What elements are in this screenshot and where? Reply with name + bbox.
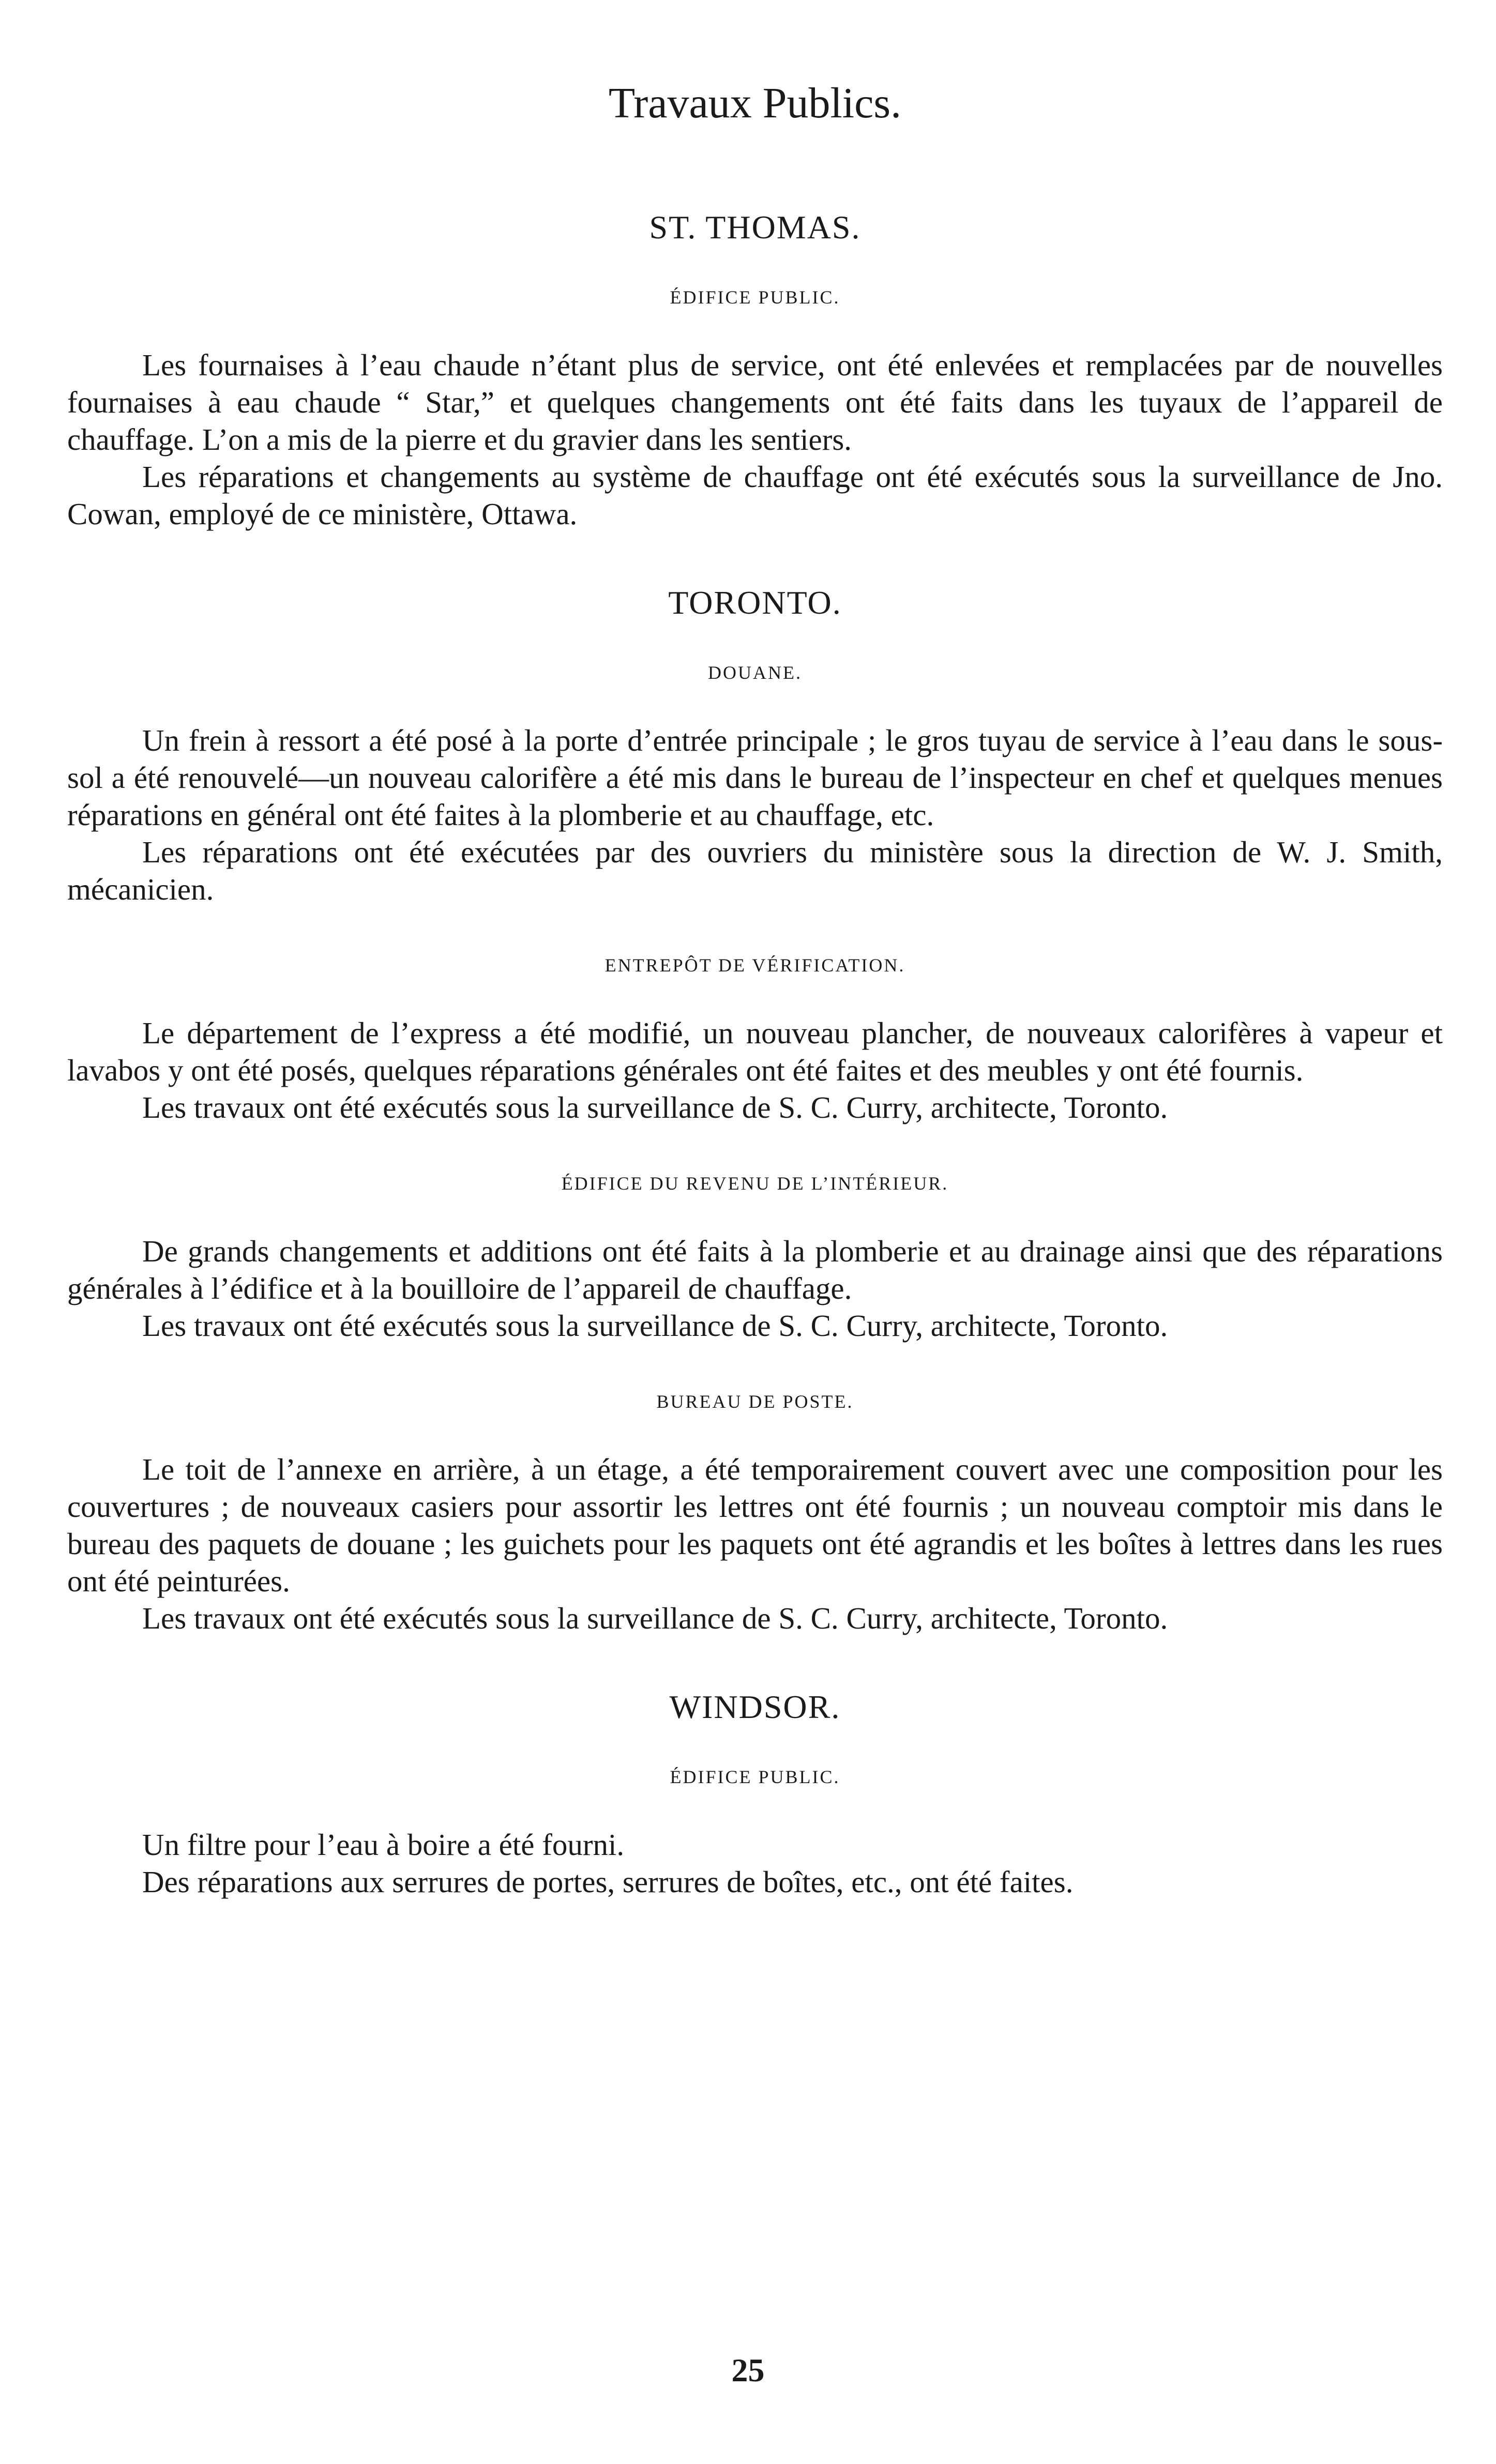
subsection-spacer <box>67 1344 1443 1389</box>
subsection-heading: ENTREPÔT DE VÉRIFICATION. <box>605 955 905 976</box>
section-toronto <box>67 582 1443 1637</box>
paragraph: De grands changements et additions ont été faits à la plomberie et au drainage ainsi que des réparations générales à l’édifice et à la bouilloire de l’appareil de chauffage. <box>67 1234 1443 1305</box>
paragraph: Les réparations et changements au système de chauffage ont été exécutés sous la surveillance de Jno. Cowan, employé de ce ministère, Ottawa. <box>67 460 1443 531</box>
section-heading: TORONTO. <box>668 584 842 621</box>
paragraph: Un filtre pour l’eau à boire a été fourni. <box>142 1828 625 1862</box>
text-column <box>67 78 1443 1900</box>
paragraph: Les réparations ont été exécutées par des ouvriers du ministère sous la direction de W. J. Smith, mécanicien. <box>67 835 1443 906</box>
section-st-thomas <box>67 207 1443 533</box>
section-spacer <box>67 1637 1443 1686</box>
subsection-spacer <box>67 908 1443 952</box>
paragraph: Les travaux ont été exécutés sous la surveillance de S. C. Curry, architecte, Toronto. <box>142 1309 1168 1343</box>
paragraph: Le toit de l’annexe en arrière, à un étage, a été temporairement couvert avec une composition pour les couvertures ; de nouveaux casiers pour assortir les lettres ont été fournis ; un nouveau comptoir mis dans le bureau des paquets de douane ; les guichets pour les paquets ont été agrandis et les boîtes à lettres dans les rues ont été peinturées. <box>67 1452 1443 1598</box>
paragraph: Des réparations aux serrures de portes, serrures de boîtes, etc., ont été faites. <box>142 1865 1074 1899</box>
paragraph: Le département de l’express a été modifié, un nouveau plancher, de nouveaux calorifères à vapeur et lavabos y ont été posés, quelques réparations générales ont été faites et des meubles y ont été fournis. <box>67 1016 1443 1087</box>
section-spacer <box>67 533 1443 582</box>
page-header: Travaux Publics. <box>608 79 902 127</box>
subsection-heading: ÉDIFICE PUBLIC. <box>670 287 840 308</box>
section-heading: WINDSOR. <box>669 1689 841 1725</box>
subsection-spacer <box>67 1126 1443 1170</box>
paragraph: Les fournaises à l’eau chaude n’étant plus de service, ont été enlevées et remplacées par de nouvelles fournaises à eau chaude “ Star,” et quelques changements ont été faits dans les tuyaux de l’appareil de chauffage. L’on a mis de la pierre et du gravier dans les sentiers. <box>67 348 1443 457</box>
paragraph: Un frein à ressort a été posé à la porte d’entrée principale ; le gros tuyau de service à l’eau dans le sous-sol a été renouvelé—un nouveau calorifère a été mis dans le bureau de l’inspecteur en chef et quelques menues réparations en général ont été faites à la plomberie et au chauffage, etc. <box>67 723 1443 832</box>
section-heading: ST. THOMAS. <box>649 209 861 246</box>
subsection-heading: ÉDIFICE PUBLIC. <box>670 1767 840 1787</box>
subsection-heading: DOUANE. <box>708 662 802 683</box>
page-number: 25 <box>731 2352 765 2389</box>
section-windsor <box>67 1686 1443 1900</box>
paragraph: Les travaux ont été exécutés sous la surveillance de S. C. Curry, architecte, Toronto. <box>142 1601 1168 1635</box>
subsection-heading: BUREAU DE POSTE. <box>656 1391 854 1412</box>
subsection-heading: ÉDIFICE DU REVENU DE L’INTÉRIEUR. <box>561 1173 949 1194</box>
paragraph: Les travaux ont été exécutés sous la surveillance de S. C. Curry, architecte, Toronto. <box>142 1090 1168 1124</box>
